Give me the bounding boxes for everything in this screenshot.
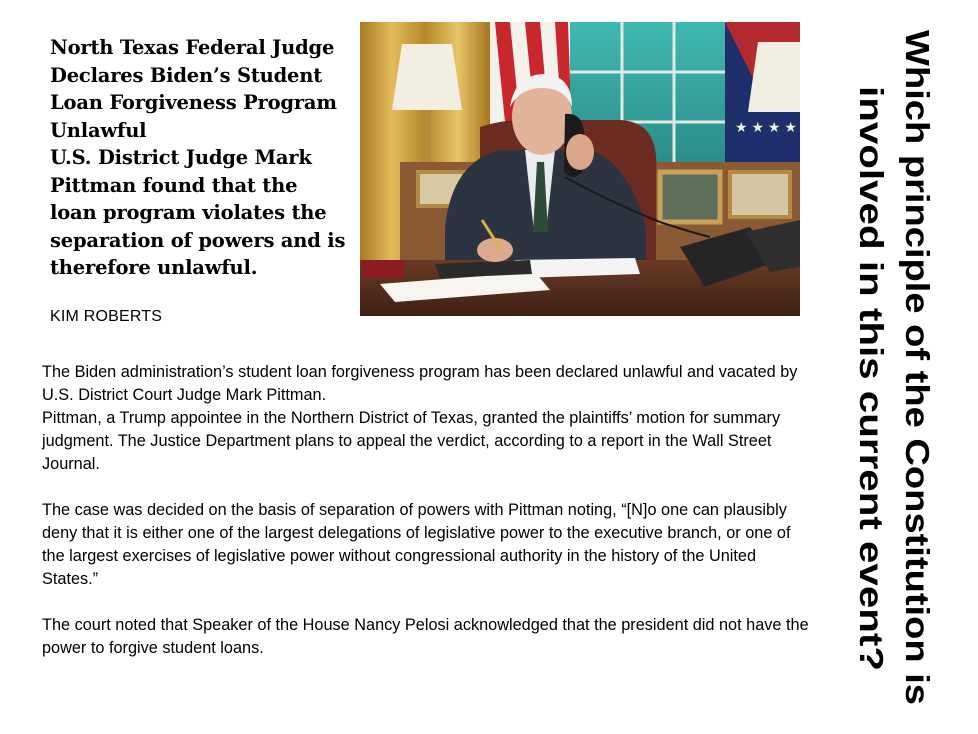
paragraph: Pittman, a Trump appointee in the Northern District of Texas, granted the plaintiffs’ motion for summary judgment. The Justice Department plans to appeal the verdict, according to a report in the Wall Street Journal. bbox=[42, 409, 781, 473]
question-line-2: involved in this current event? bbox=[853, 86, 890, 565]
paragraph-spacer bbox=[42, 591, 812, 614]
paragraph: The court noted that Speaker of the House Nancy Pelosi acknowledged that the president did not have the power to forgive student loans. bbox=[42, 616, 809, 657]
subheadline: U.S. District Judge Mark Pittman found that the loan program violates the separation of powers and is therefore unlawful. bbox=[50, 146, 346, 279]
article-headline-block bbox=[50, 34, 350, 282]
article-body bbox=[42, 361, 812, 660]
paragraph-spacer bbox=[42, 476, 812, 499]
question-line-1: Which principle of the Constitution is bbox=[899, 30, 936, 615]
paragraph: The Biden administration’s student loan forgiveness program has been declared unlawful and vacated by U.S. District Court Judge Mark Pittman. bbox=[42, 363, 798, 404]
question-heading bbox=[852, 30, 940, 710]
article-photo bbox=[360, 22, 800, 316]
headline: North Texas Federal Judge Declares Biden’s Student Loan Forgiveness Program Unlawful bbox=[50, 36, 337, 142]
svg-text:★ ★ ★ ★: ★ ★ ★ ★ bbox=[735, 119, 797, 135]
byline: KIM ROBERTS bbox=[50, 308, 163, 325]
paragraph: The case was decided on the basis of separation of powers with Pittman noting, “[N]o one can plausibly deny that it is either one of the largest delegations of legislative power to the executive branch, or one of the largest exercises of legislative power without congressional authority in the history of the United States.” bbox=[42, 501, 791, 588]
